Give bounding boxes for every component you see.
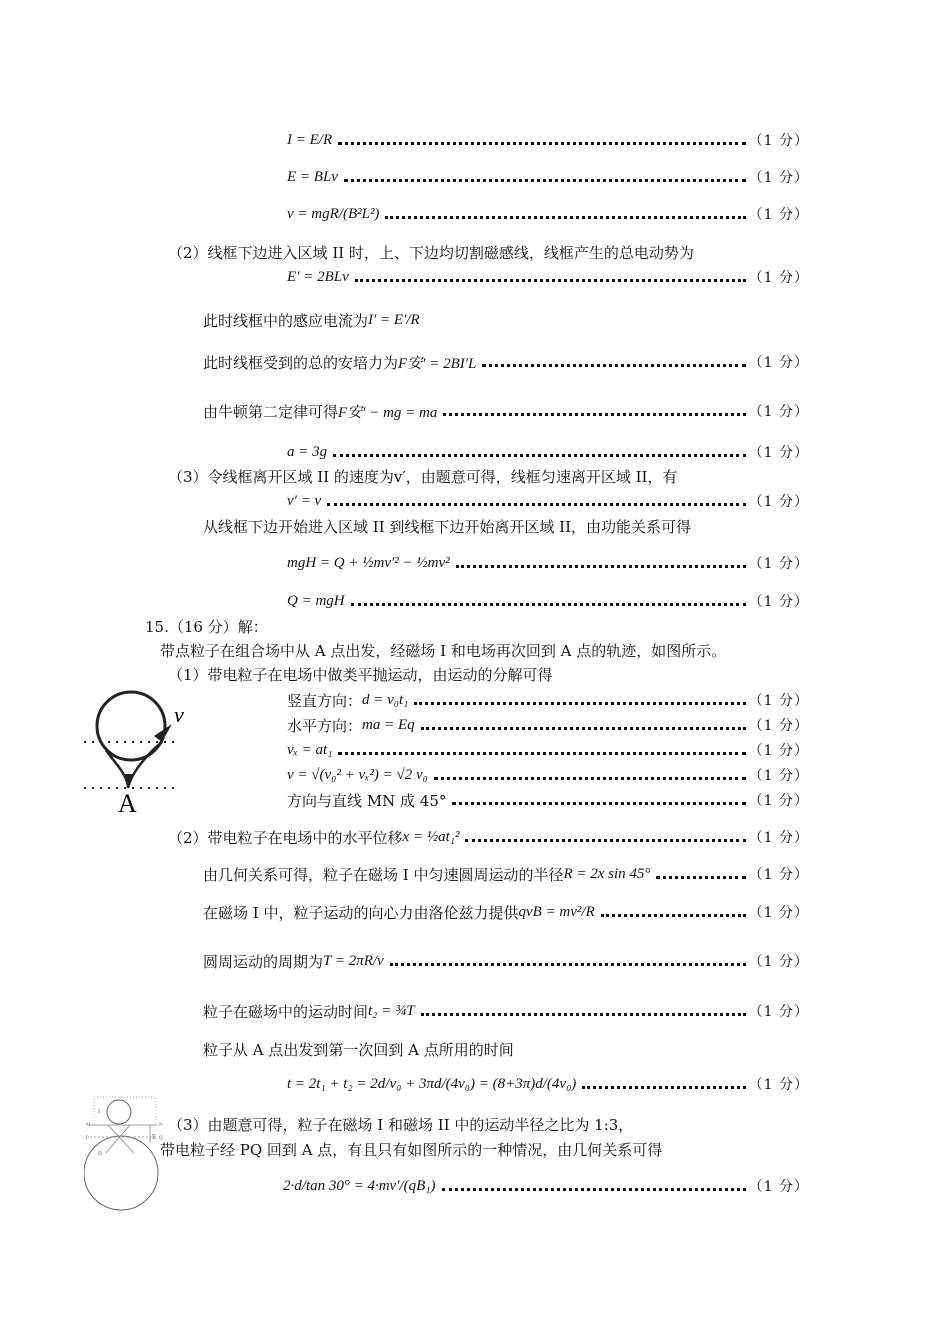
formula-line-heat [287,589,809,613]
label-p: P [86,1136,89,1141]
question-15-intro [160,638,726,662]
large-circle [84,1136,158,1210]
dot-leader [452,802,745,805]
small-circle [107,1100,131,1124]
part-3-q15-intro [160,1137,662,1161]
score: （1 分） [748,830,809,846]
dot-leader [465,839,745,842]
dot-leader [338,752,745,755]
question-15-heading [145,614,268,638]
paragraph-text: （3）令线框离开区域 II 的速度为v′，由题意可得，线框匀速离开区域 II，有 [168,467,678,486]
vertical-direction-line [287,688,809,712]
paragraph-text: 粒子在磁场中的运动时间 [203,1002,369,1021]
velocity-arrow-icon [154,724,172,742]
path-line-left [108,1125,134,1153]
dot-leader [390,963,746,966]
score: （1 分） [748,743,809,759]
dot-leader [333,454,746,457]
label-n: N [159,1123,163,1128]
question-number: 15.（16 分）解： [145,617,268,636]
paragraph-text: 竖直方向： [287,691,363,710]
paragraph-text: （2）线框下边进入区域 II 时，上、下边均切割磁感线，线框产生的总电动势为 [168,243,694,262]
score: （1 分） [748,867,809,883]
formula: vₓ = at₁ [287,741,333,758]
label-e: E [152,1133,157,1141]
label-q: Q [159,1136,163,1141]
dot-leader [355,279,746,282]
formula: T = 2πR/v [323,952,384,969]
geometry-formula-line [283,1174,809,1198]
formula: a = 3g [287,443,328,460]
formula: v′ = v [287,492,322,509]
formula: ma = Eq [362,716,415,733]
period-line [203,949,809,973]
energy-intro-line [203,514,691,538]
formula-line-emf [287,165,809,189]
paragraph-text: 由牛顿第二定律可得 [203,402,339,421]
score: （1 分） [748,494,809,510]
label-field-ii: II [98,1151,102,1157]
paragraph-text: （2）带电粒子在电场中的水平位移 [168,828,403,847]
score: （1 分） [748,1179,809,1195]
score: （1 分） [748,1004,809,1020]
horizontal-displacement-line [168,825,809,849]
label-a: A [118,789,137,816]
label-field-i: I [98,1109,100,1115]
radius-line [203,862,809,886]
paragraph-text: 此时线框中的感应电流为 [203,311,369,330]
dot-leader [443,413,745,416]
formula: E′ = 2BLv [287,268,349,285]
part-3-heading [168,464,677,488]
label-v: v [174,702,184,727]
formula: d = v₀t₁ [362,691,409,708]
formula: F安′ = 2BI′L [398,355,477,372]
score: （1 分） [748,355,809,371]
formula: I = E/R [287,131,333,148]
part-2-heading [168,240,694,264]
formula: E = BLv [287,168,338,185]
total-time-formula-line [287,1072,809,1096]
horizontal-direction-line [287,713,809,737]
dot-leader [582,1086,745,1089]
newton-law-line [203,399,809,423]
paragraph-text: （1）带电粒子在电场中做类平抛运动，由运动的分解可得 [168,665,553,684]
paragraph-text: 方向与直线 MN 成 45° [287,791,447,810]
score: （1 分） [748,768,809,784]
paragraph-text: 带点粒子在组合场中从 A 点出发，经磁场 I 和电场再次回到 A 点的轨迹，如图所示。 [160,641,727,660]
formula: Q = mgH [287,592,345,609]
formula: t₂ = ¾T [368,1002,415,1019]
formula: I′ = E′/R [368,311,420,328]
lorentz-force-line [203,900,809,924]
score: （1 分） [748,556,809,572]
formula-line-energy [287,551,809,575]
score: （1 分） [748,270,809,286]
dot-leader [351,603,746,606]
magnetic-time-line [203,999,809,1023]
induced-current-line [203,308,420,332]
score: （1 分） [748,693,809,709]
formula-line-total-emf [287,265,809,289]
score: （1 分） [748,133,809,149]
formula: 2·d/tan 30° = 4·mv′/(qB₁) [283,1177,436,1194]
score: （1 分） [748,594,809,610]
score: （1 分） [748,905,809,921]
dot-leader [442,1188,746,1191]
score: （1 分） [748,445,809,461]
formula: qvB = mv²/R [518,903,595,920]
dot-leader [656,876,745,879]
part-3-q15-heading [168,1112,633,1136]
score: （1 分） [748,954,809,970]
paragraph-text: 圆周运动的周期为 [203,952,324,971]
formula: v = mgR/(B²L²) [287,205,380,222]
dot-leader [421,727,746,730]
ampere-force-line [203,350,809,374]
dot-leader [434,777,746,780]
dot-leader [456,565,746,568]
dot-leader [338,142,746,145]
dot-leader [482,364,745,367]
v-magnitude-line [287,763,809,787]
paragraph-text: （3）由题意可得，粒子在磁场 I 和磁场 II 中的运动半径之比为 1:3， [168,1115,634,1134]
paragraph-text: 粒子从 A 点出发到第一次回到 A 点所用的时间 [203,1040,514,1059]
formula: F安′ − mg = ma [338,404,438,421]
formula: t = 2t₁ + t₂ = 2d/v₀ + 3πd/(4v₀) = (8+3π)d/(4v₀) [287,1075,577,1092]
paragraph-text: 水平方向： [287,716,363,735]
score: （1 分） [748,1077,809,1093]
paragraph-text: 此时线框受到的总的安培力为 [203,353,399,372]
formula-line-exit-velocity [287,489,809,513]
formula-line-current [287,128,809,152]
formula: x = ½at₁² [402,828,460,845]
formula-line-velocity [287,202,809,226]
trajectory-figure [82,684,192,816]
paragraph-text: 由几何关系可得，粒子在磁场 I 中匀速圆周运动的半径 [203,865,564,884]
path-line-right [106,1125,130,1153]
formula: v = √(v₀² + vₓ²) = √2 v₀ [287,766,428,783]
paragraph-text: 在磁场 I 中，粒子运动的向心力由洛伦兹力提供 [203,903,519,922]
label-m: M [86,1123,91,1128]
question-15-part-1 [168,662,553,686]
formula: mgH = Q + ½mv′² − ½mv² [287,554,450,571]
dot-leader [344,179,746,182]
dot-leader [385,216,745,219]
paragraph-text: 带电粒子经 PQ 回到 A 点，有且只有如图所示的一种情况，由几何关系可得 [160,1140,663,1159]
score: （1 分） [748,207,809,223]
score: （1 分） [748,170,809,186]
score: （1 分） [748,404,809,420]
total-time-intro-line [203,1037,514,1061]
paragraph-text: 从线框下边开始进入区域 II 到线框下边开始离开区域 II，由功能关系可得 [203,517,692,536]
vx-line [287,738,809,762]
direction-angle-line [287,788,809,812]
score: （1 分） [748,718,809,734]
formula: R = 2x sin 45° [563,865,651,882]
score: （1 分） [748,793,809,809]
dot-leader [601,914,746,917]
dot-leader [414,702,745,705]
formula-line-acceleration [287,440,809,464]
dot-leader [421,1013,746,1016]
dot-leader [327,503,745,506]
